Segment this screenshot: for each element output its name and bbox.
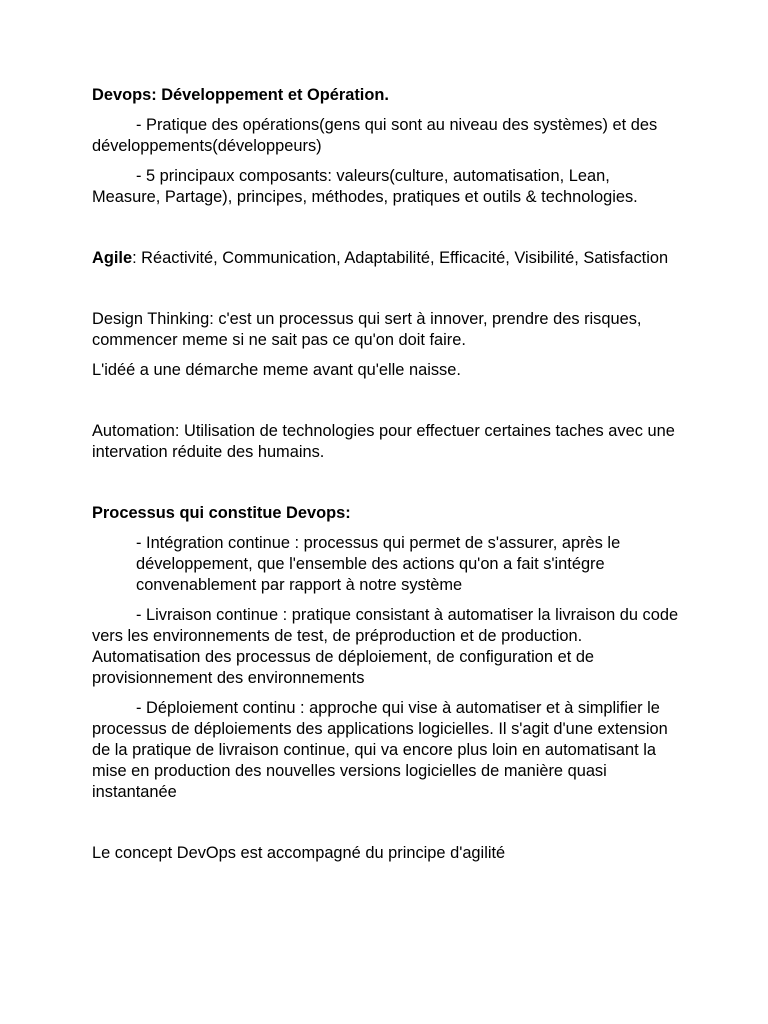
processus-heading: Processus qui constitue Devops: [92, 504, 351, 522]
design-thinking-note: L'idéé a une démarche meme avant qu'elle naisse. [92, 361, 461, 379]
processus-item-deploiement: - Déploiement continu : approche qui vise à automatiser et à simplifier le processus de déploiements des applications logicielles. Il s'agit d'une extension de la pratique de livraison continue, qui va encore plus loin en automatisant la mise en production des nouvelles versions logicielles de manière quasi instantanée [92, 699, 668, 801]
devops-item-components: - 5 principaux composants: valeurs(culture, automatisation, Lean, Measure, Partage), principes, méthodes, pratiques et outils & technologies. [92, 167, 638, 206]
conclusion-paragraph: Le concept DevOps est accompagné du principe d'agilité [92, 844, 506, 862]
agile-paragraph [92, 248, 682, 269]
automation-paragraph: Automation: Utilisation de technologies pour effectuer certaines taches avec une intervation réduite des humains. [92, 422, 675, 461]
agile-term: Agile [92, 249, 133, 267]
devops-heading: Devops: Développement et Opération. [92, 86, 389, 104]
devops-item-practice: - Pratique des opérations(gens qui sont au niveau des systèmes) et des développements(développeurs) [92, 116, 658, 155]
processus-item-integration: - Intégration continue : processus qui permet de s'assurer, après le développement, que l'ensemble des actions qu'on a fait s'intégre convenablement par rapport à notre système [136, 534, 621, 594]
agile-text: : Réactivité, Communication, Adaptabilité, Efficacité, Visibilité, Satisfaction [132, 249, 669, 267]
processus-item-livraison: - Livraison continue : pratique consistant à automatiser la livraison du code vers les environnements de test, de préproduction et de production. Automatisation des processus de déploiement, de configuration et de provisionnement des environnements [92, 606, 679, 687]
design-thinking-paragraph: Design Thinking: c'est un processus qui sert à innover, prendre des risques, commencer meme si ne sait pas ce qu'on doit faire. [92, 310, 642, 349]
document-page [92, 85, 682, 864]
